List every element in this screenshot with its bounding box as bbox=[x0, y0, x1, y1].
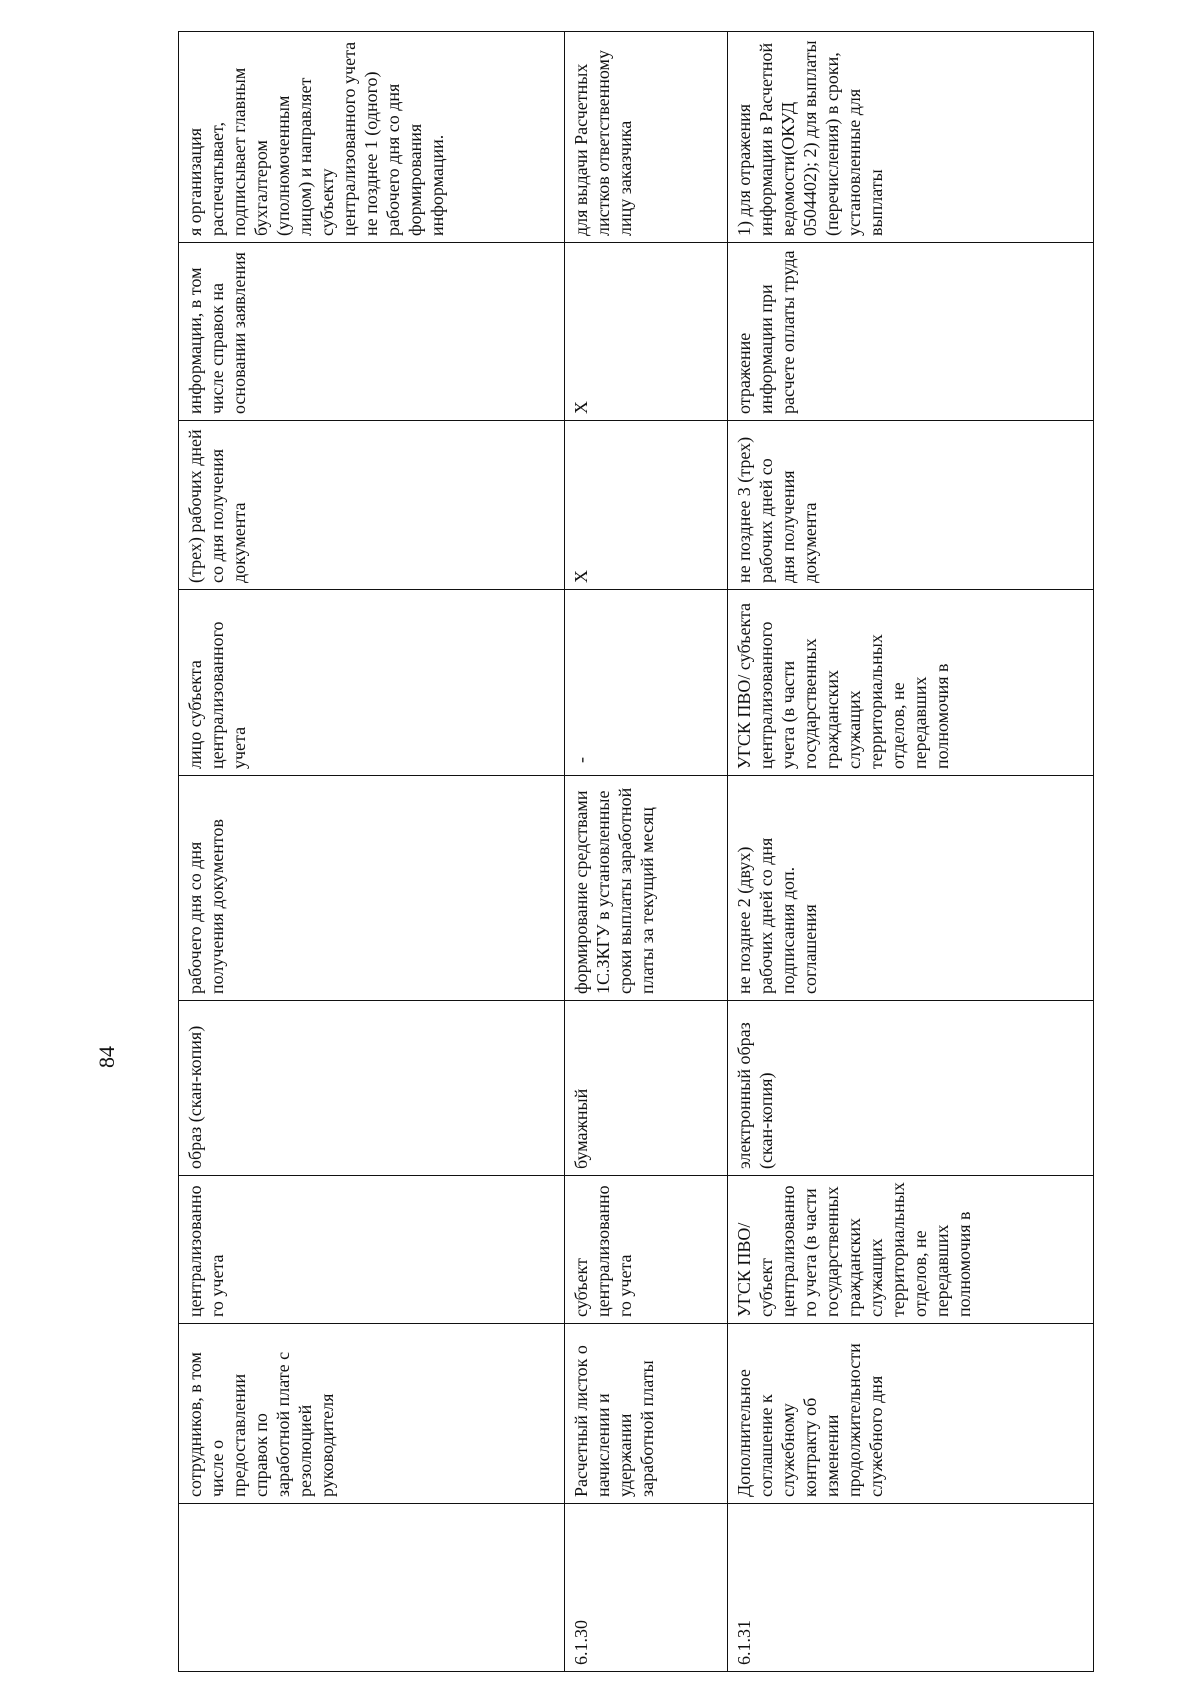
cell-creation-term: формирование средствами 1С.ЗКГУ в установленные сроки выплаты заработной платы за текущий месяц bbox=[565, 776, 728, 1001]
cell-purpose: Х bbox=[565, 243, 728, 421]
cell-number bbox=[179, 1504, 565, 1672]
cell-note: 1) для отражения информации в Расчетной ведомости(ОКУД 0504402); 2) для выплаты (перечисления) в сроки, установленные для выплаты bbox=[728, 32, 1094, 243]
page-number: 84 bbox=[94, 1046, 119, 1068]
cell-processing-term: Х bbox=[565, 421, 728, 590]
table-row bbox=[179, 32, 565, 1672]
cell-document-name: Расчетный листок о начислении и удержании заработной платы bbox=[565, 1324, 728, 1504]
cell-format: образ (скан-копия) bbox=[179, 1001, 565, 1176]
cell-processing-term: (трех) рабочих дней со дня получения документа bbox=[179, 421, 565, 590]
cell-creation-term: рабочего дня со дня получения документов bbox=[179, 776, 565, 1001]
cell-number: 6.1.30 bbox=[565, 1504, 728, 1672]
cell-purpose: отражение информации при расчете оплаты труда bbox=[728, 243, 1094, 421]
cell-purpose: информации, в том числе справок на основании заявления bbox=[179, 243, 565, 421]
cell-format: электронный образ (скан-копия) bbox=[728, 1001, 1094, 1176]
rotated-table-container bbox=[178, 32, 1093, 1672]
document-table bbox=[178, 31, 1094, 1672]
table-row bbox=[728, 32, 1094, 1672]
cell-creator: УГСК ПВО/ субъект централизованного учета (в части государственных гражданских служащих территориальных отделов, не передавших полномочия в bbox=[728, 1176, 1094, 1324]
cell-recipient: лицо субъекта централизованного учета bbox=[179, 590, 565, 776]
cell-document-name: сотрудников, в том числе о предоставлении справок по заработной плате с резолюцией руководителя bbox=[179, 1324, 565, 1504]
cell-creator: субъект централизованного учета bbox=[565, 1176, 728, 1324]
cell-note: я организация распечатывает, подписывает главным бухгалтером (уполномоченным лицом) и направляет субъекту централизованного учета не позднее 1 (одного) рабочего дня со дня формирования информации. bbox=[179, 32, 565, 243]
cell-creation-term: не позднее 2 (двух) рабочих дней со дня подписания доп. соглашения bbox=[728, 776, 1094, 1001]
cell-processing-term: не позднее 3 (трех) рабочих дней со дня получения документа bbox=[728, 421, 1094, 590]
cell-document-name: Дополнительное соглашение к служебному контракту об изменении продолжительности служебного дня bbox=[728, 1324, 1094, 1504]
cell-creator: централизованного учета bbox=[179, 1176, 565, 1324]
cell-number: 6.1.31 bbox=[728, 1504, 1094, 1672]
cell-note: для выдачи Расчетных листков ответственному лицу заказчика bbox=[565, 32, 728, 243]
cell-recipient: - bbox=[565, 590, 728, 776]
cell-recipient: УГСК ПВО/ субъекта централизованного учета (в части государственных гражданских служащих территориальных отделов, не передавших полномочия в bbox=[728, 590, 1094, 776]
cell-format: бумажный bbox=[565, 1001, 728, 1176]
table-row bbox=[565, 32, 728, 1672]
